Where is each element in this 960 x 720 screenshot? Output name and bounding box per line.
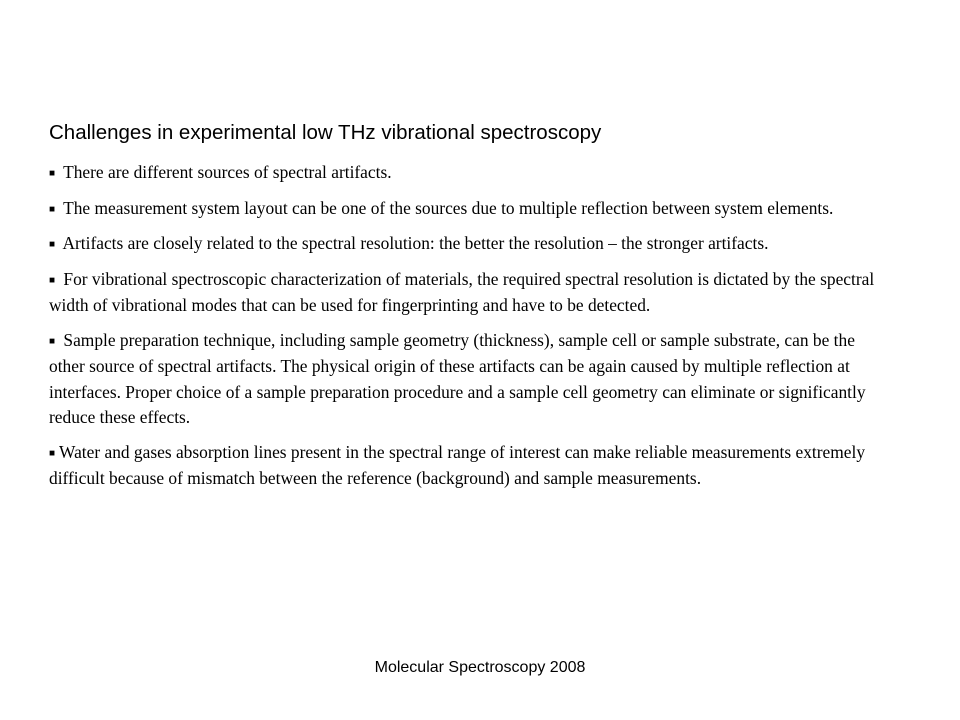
square-bullet-icon: ■ <box>49 447 56 459</box>
square-bullet-icon: ■ <box>49 274 56 286</box>
bullet-item <box>49 267 889 319</box>
bullet-item <box>49 440 889 492</box>
bullet-item <box>49 196 889 223</box>
square-bullet-icon: ■ <box>49 335 56 347</box>
bullet-text: Water and gases absorption lines present in the spectral range of interest can make reliable measurements extremely difficult because of mismatch between the reference (background) and sample measurements. <box>49 441 866 488</box>
bullet-item <box>49 231 889 258</box>
square-bullet-icon: ■ <box>49 239 56 250</box>
square-bullet-icon: ■ <box>49 203 56 215</box>
bullet-text: There are different sources of spectral artifacts. <box>63 162 392 182</box>
bullet-text: For vibrational spectroscopic characterization of materials, the required spectral resolution is dictated by the spectral width of vibrational modes that can be used for fingerprinting and have to be detected. <box>49 268 875 315</box>
bullet-list <box>49 160 889 501</box>
slide-heading: Challenges in experimental low THz vibrational spectroscopy <box>49 121 602 144</box>
bullet-item <box>49 328 889 431</box>
square-bullet-icon: ■ <box>49 168 56 179</box>
bullet-text: The measurement system layout can be one of the sources due to multiple reflection between system elements. <box>63 197 834 218</box>
bullet-text: Sample preparation technique, including sample geometry (thickness), sample cell or sample substrate, can be the other source of spectral artifacts. The physical origin of these artifacts can be again caused by multiple reflection at interfaces. Proper choice of a sample preparation procedure and a sample cell geometry can eliminate or significantly reduce these effects. <box>49 329 866 427</box>
slide-footer: Molecular Spectroscopy 2008 <box>374 659 586 676</box>
bullet-text: Artifacts are closely related to the spectral resolution: the better the resolution – the stronger artifacts. <box>62 233 769 253</box>
bullet-item <box>49 160 889 187</box>
